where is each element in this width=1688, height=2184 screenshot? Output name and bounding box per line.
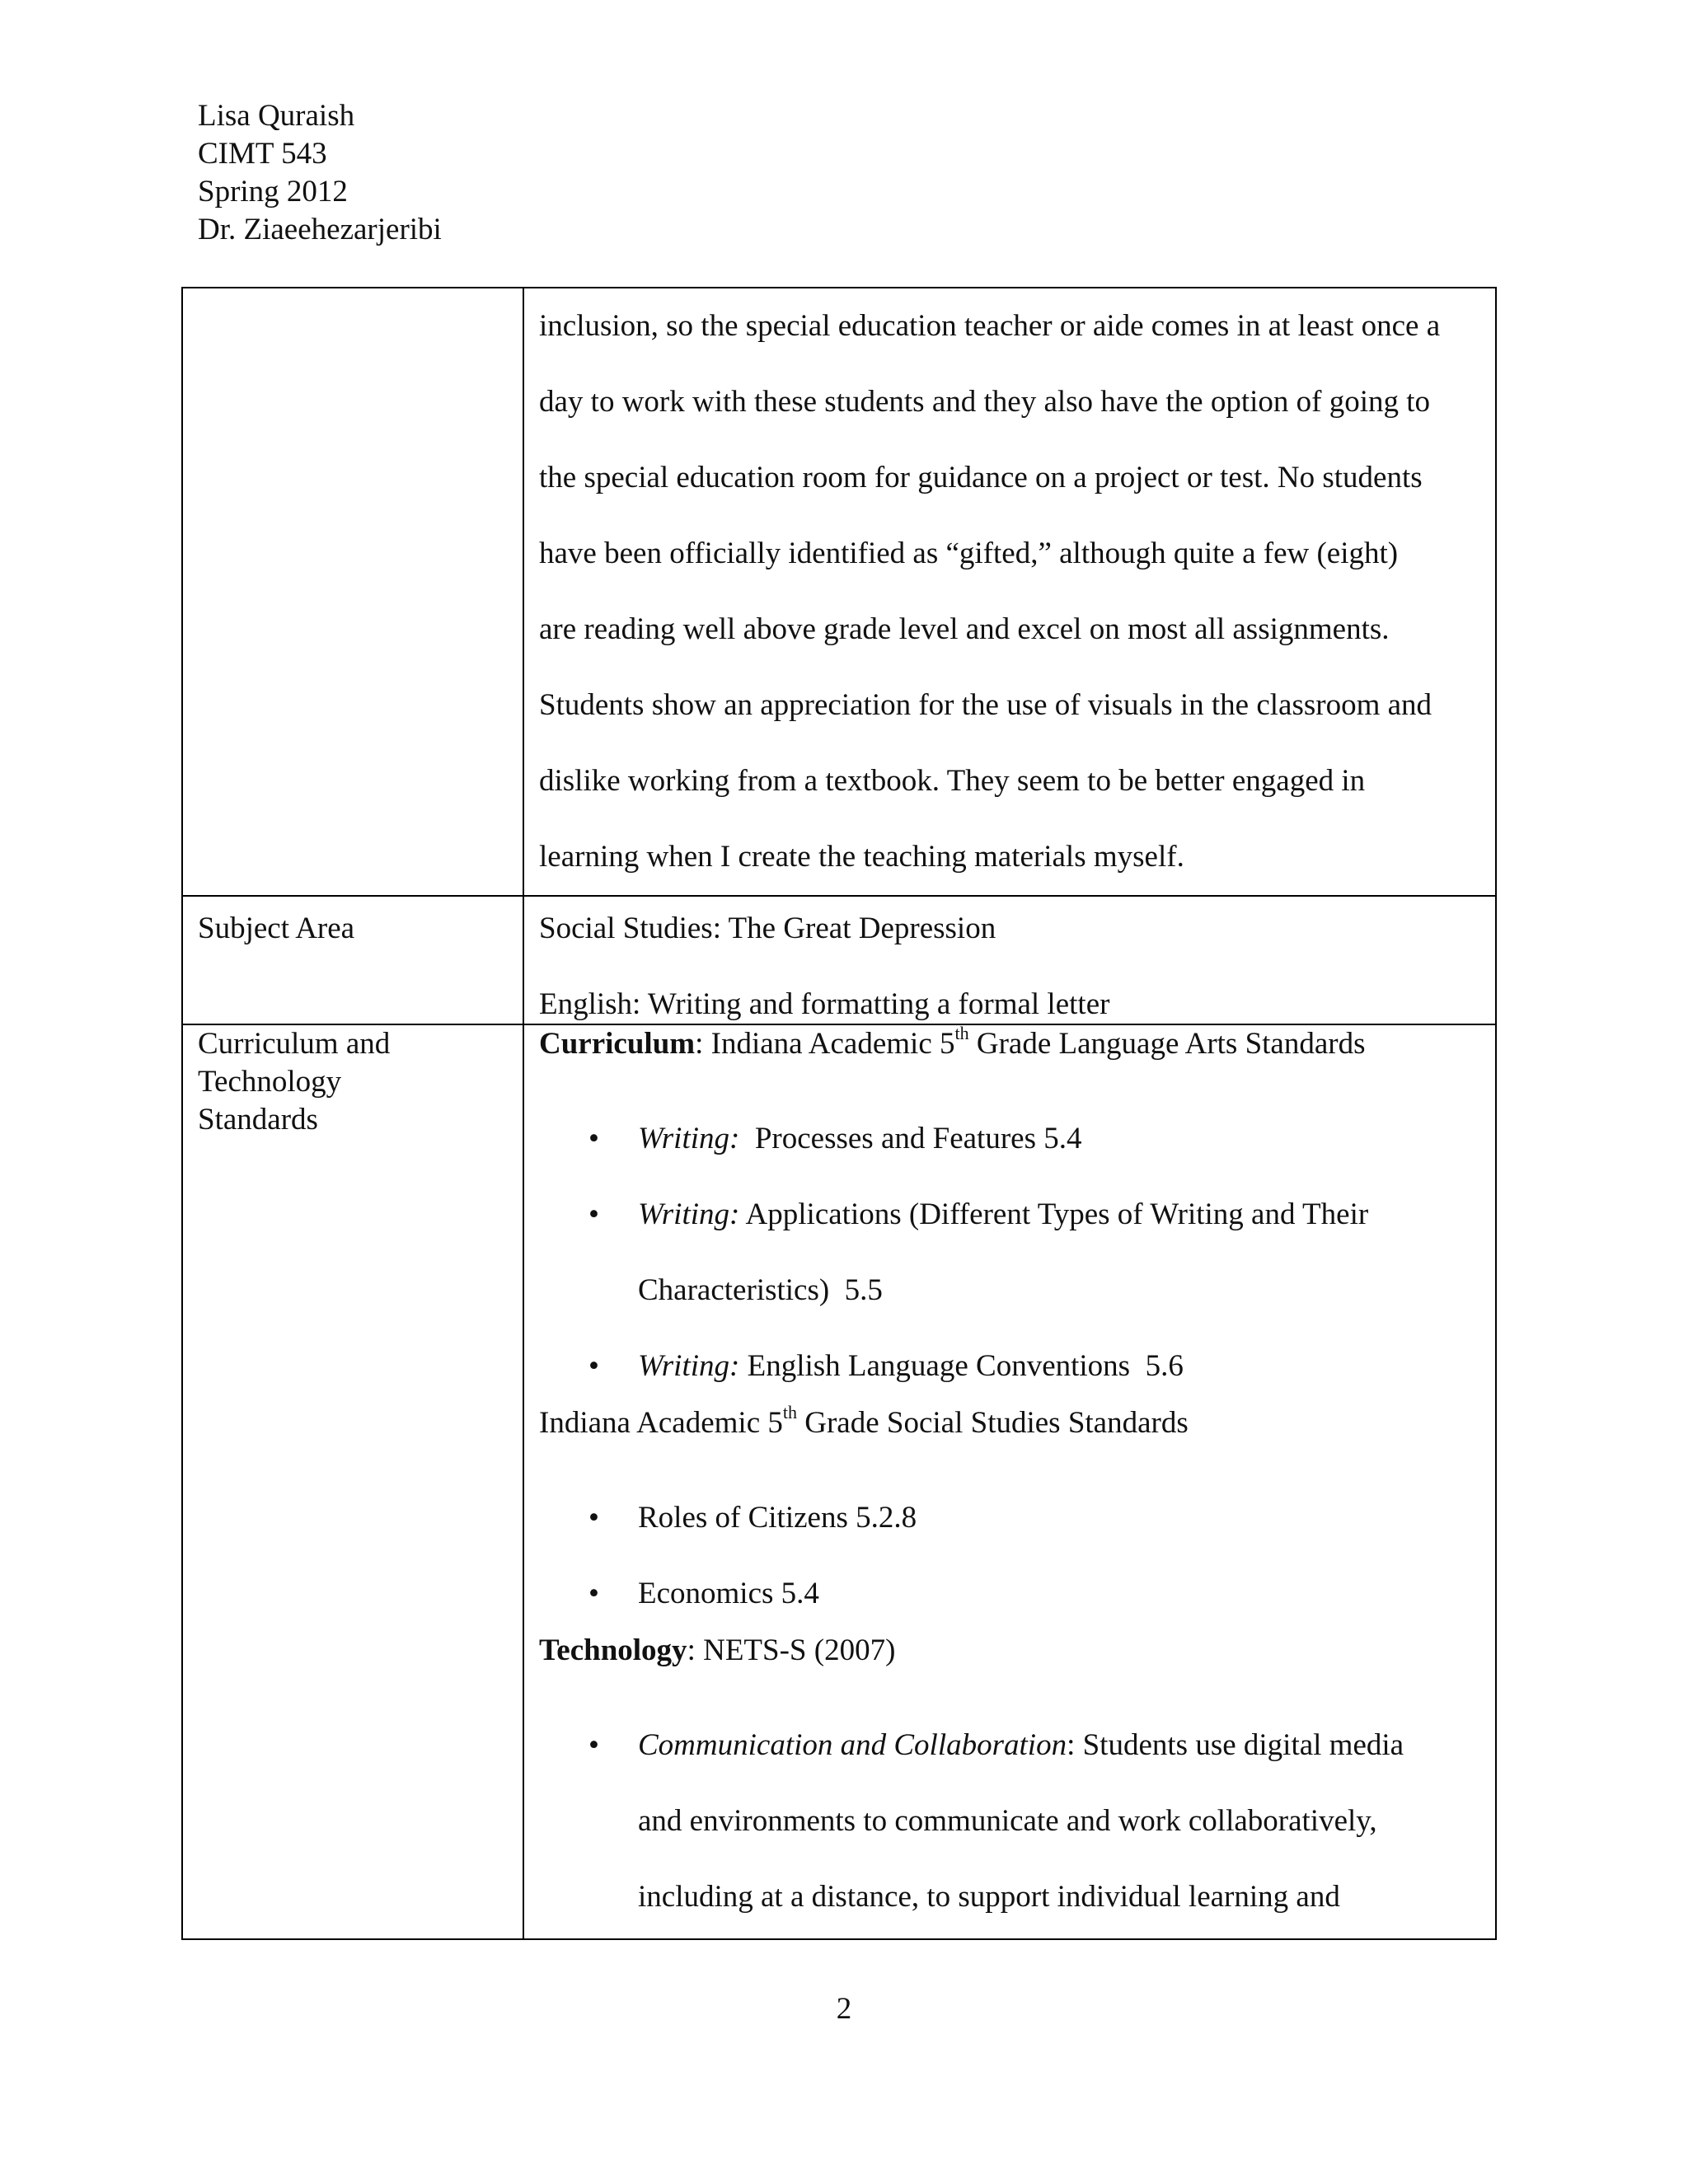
list-item: • Writing: Processes and Features 5.4 (539, 1101, 1480, 1177)
technology-bold: Technology (539, 1633, 687, 1667)
standards-label-line: Standards (198, 1103, 318, 1137)
bullet-icon: • (588, 1728, 599, 1762)
curriculum-bold: Curriculum (539, 1027, 696, 1061)
language-arts-list (539, 1101, 1480, 1404)
subject-line-social-studies: Social Studies: The Great Depression (539, 912, 996, 945)
text-line: Students show an appreciation for the use of visuals in the classroom and (539, 688, 1432, 722)
list-item: • Economics 5.4 (539, 1556, 1480, 1632)
technology-heading: Technology: NETS-S (2007) (539, 1633, 896, 1667)
list-item: • Writing: Applications (Different Types of Writing and Their Characteristics) 5.5 (539, 1177, 1480, 1329)
standards-label-line: Technology (198, 1065, 342, 1099)
list-item: • Communication and Collaboration: Students use digital media and environments to communicate and work collaboratively, including at a distance, to support individual learning and (539, 1708, 1480, 1935)
list-item: • Writing: English Language Conventions 5.6 (539, 1329, 1480, 1404)
page-number: 2 (836, 1992, 852, 2026)
subject-line-english: English: Writing and formatting a formal letter (539, 987, 1110, 1021)
table-row-learner-description (182, 288, 1496, 896)
bullet-icon: • (588, 1197, 599, 1231)
text-line: inclusion, so the special education teacher or aide comes in at least once a (539, 309, 1441, 343)
term: Spring 2012 (198, 175, 348, 209)
text-line: day to work with these students and they also have the option of going to (539, 385, 1431, 419)
list-item: • Roles of Citizens 5.2.8 (539, 1480, 1480, 1556)
text-line: are reading well above grade level and excel on most all assignments. (539, 612, 1390, 646)
standards-cell (523, 1024, 1496, 1939)
standards-label-line: Curriculum and (198, 1027, 391, 1061)
bullet-icon: • (588, 1577, 599, 1610)
social-studies-heading: Indiana Academic 5th Grade Social Studies Standards (539, 1401, 1189, 1440)
text-line: have been officially identified as “gifted,” although quite a few (eight) (539, 537, 1399, 570)
text-line: learning when I create the teaching materials myself. (539, 840, 1184, 874)
subject-area-cell (523, 896, 1496, 1024)
social-studies-list (539, 1480, 1480, 1632)
text-line: the special education room for guidance on a project or test. No students (539, 461, 1423, 494)
author-name: Lisa Quraish (198, 99, 355, 133)
learner-description-cell (523, 288, 1496, 896)
bullet-icon: • (588, 1501, 599, 1535)
instructor-name: Dr. Ziaeehezarjeribi (198, 213, 442, 246)
course-code: CIMT 543 (198, 137, 327, 171)
curriculum-heading: Curriculum: Indiana Academic 5th Grade Language Arts Standards (539, 1024, 1366, 1061)
table-row-subject-area (182, 896, 1496, 1024)
technology-list (539, 1708, 1480, 1935)
document-header (198, 97, 442, 249)
bullet-icon: • (588, 1122, 599, 1155)
table-row-standards (182, 1024, 1496, 1939)
row-label-subject-area (182, 896, 523, 1024)
row-label-empty (182, 288, 523, 896)
subject-area-label: Subject Area (198, 912, 355, 945)
text-line: dislike working from a textbook. They seem to be better engaged in (539, 764, 1366, 798)
lesson-plan-table (181, 287, 1497, 1940)
bullet-icon: • (588, 1349, 599, 1383)
row-label-standards (182, 1024, 523, 1939)
